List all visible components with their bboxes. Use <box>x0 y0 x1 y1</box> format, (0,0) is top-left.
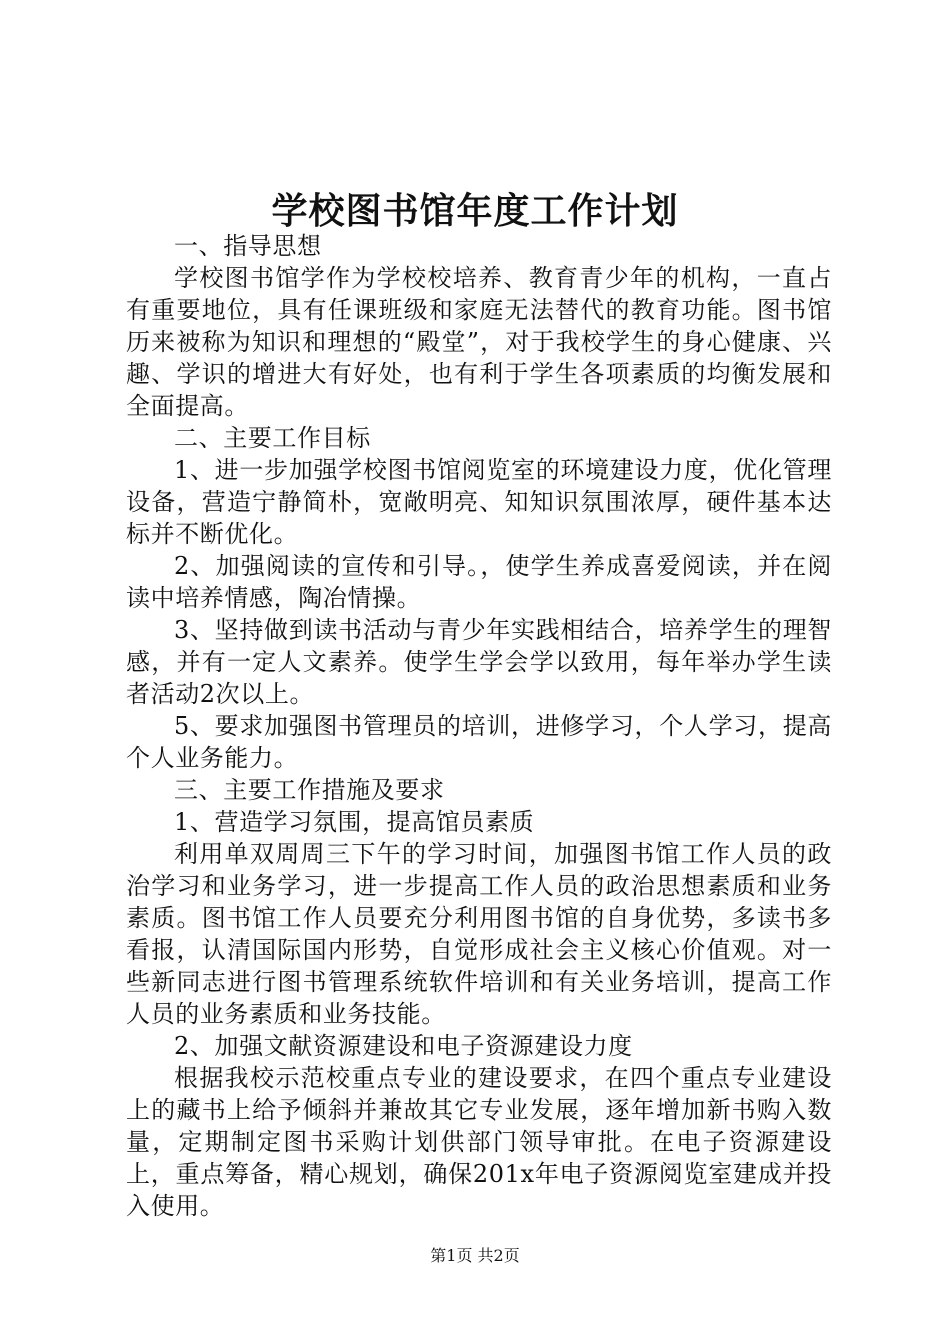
heading-main-measures: 三、主要工作措施及要求 <box>174 776 445 804</box>
heading-guiding-thought: 一、指导思想 <box>174 232 322 260</box>
page-number-footer: 第1页 共2页 <box>430 1246 520 1265</box>
paragraph-measure-2: 根据我校示范校重点专业的建设要求，在四个重点专业建设上的藏书上给予倾斜并兼故其它专业发展，逐年增加新书购入数量，定期制定图书采购计划供部门领导审批。在电子资源建设上，重点筹备，精心规划，确保201x年电子资源阅览室建成并投入使用。 <box>126 1064 832 1220</box>
heading-main-goals: 二、主要工作目标 <box>174 424 371 452</box>
document-body <box>126 230 832 1222</box>
document-title: 学校图书馆年度工作计划 <box>271 190 679 232</box>
paragraph-goal-5: 5、要求加强图书管理员的培训，进修学习，个人学习，提高个人业务能力。 <box>126 712 832 772</box>
paragraph-guiding-thought: 学校图书馆学作为学校校培养、教育青少年的机构，一直占有重要地位，具有任课班级和家庭无法替代的教育功能。图书馆历来被称为知识和理想的“殿堂”，对于我校学生的身心健康、兴趣、学识的增进大有好处，也有利于学生各项素质的均衡发展和全面提高。 <box>126 264 832 420</box>
paragraph-goal-1: 1、进一步加强学校图书馆阅览室的环境建设力度，优化管理设备，营造宁静简朴，宽敞明亮、知知识氛围浓厚，硬件基本达标并不断优化。 <box>126 456 832 548</box>
subheading-measure-1: 1、营造学习氛围，提高馆员素质 <box>174 808 535 836</box>
paragraph-goal-2: 2、加强阅读的宣传和引导。，使学生养成喜爱阅读，并在阅读中培养情感，陶冶情操。 <box>126 552 832 612</box>
subheading-measure-2: 2、加强文献资源建设和电子资源建设力度 <box>174 1032 633 1060</box>
paragraph-measure-1: 利用单双周周三下午的学习时间，加强图书馆工作人员的政治学习和业务学习，进一步提高工作人员的政治思想素质和业务素质。图书馆工作人员要充分利用图书馆的自身优势，多读书多看报，认清国际国内形势，自觉形成社会主义核心价值观。对一些新同志进行图书管理系统软件培训和有关业务培训，提高工作人员的业务素质和业务技能。 <box>126 840 832 1028</box>
paragraph-goal-3: 3、坚持做到读书活动与青少年实践相结合，培养学生的理智感，并有一定人文素养。使学生学会学以致用，每年举办学生读者活动2次以上。 <box>126 616 832 708</box>
